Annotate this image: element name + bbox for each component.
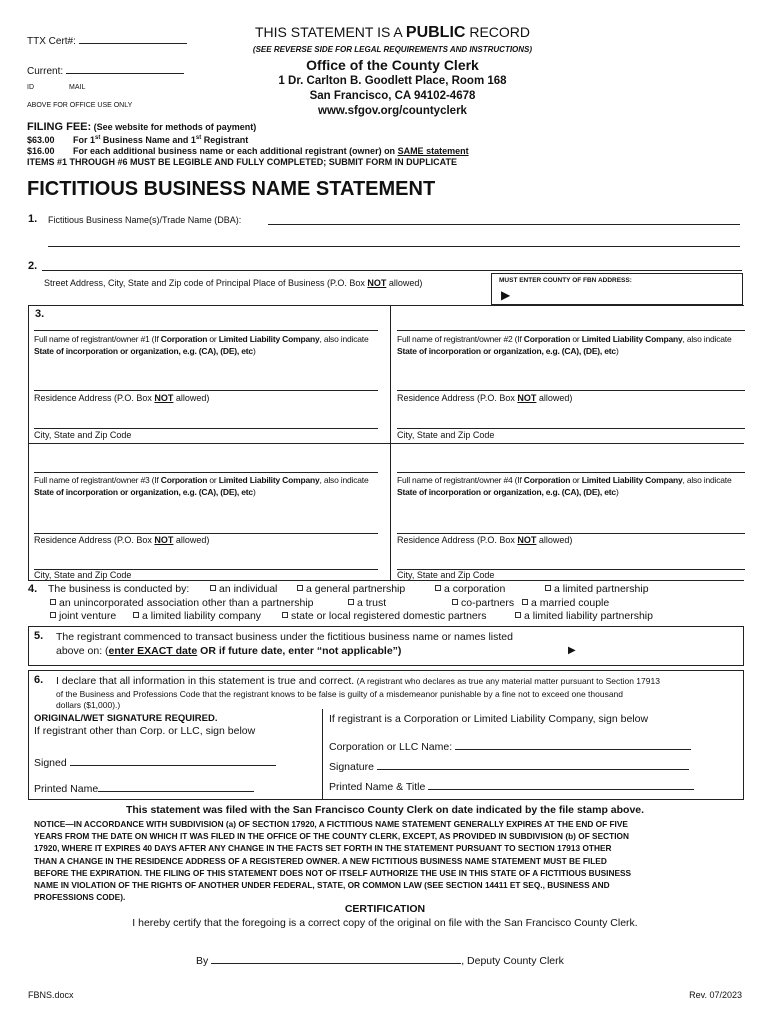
owner-4-label-or: or xyxy=(570,475,582,485)
owner-1-residence-pre: Residence Address (P.O. Box xyxy=(34,393,155,403)
owner-4-residence-pre: Residence Address (P.O. Box xyxy=(397,535,518,545)
current-label: Current: xyxy=(27,66,64,77)
corp-sign-note: If registrant is a Corporation or Limited Liability Company, sign below xyxy=(329,713,649,725)
owner-4-residence-label xyxy=(397,535,572,545)
item-5-line-2-bold: enter EXACT date xyxy=(108,645,198,657)
notice-line: BEFORE THE EXPIRATION. THE FILING OF THIS STATEMENT DOES NOT OF ITSELF AUTHORIZE THE USE IN THIS STATE OF A FICTITIOUS BUSINESS xyxy=(34,867,632,878)
owner-2-label-mid: , also indicate xyxy=(682,334,732,344)
mail-label: MAIL xyxy=(69,84,86,91)
owner-2-label-pre: Full name of registrant/owner #2 (If xyxy=(397,334,524,344)
notice-line: NOTICE—IN ACCORDANCE WITH SUBDIVISION (a) OF SECTION 17920, A FICTITIOUS NAME STATEMENT GENERALLY EXPIRES AT THE END OF FIVE xyxy=(34,819,628,829)
owner-4-label-pre: Full name of registrant/owner #4 (If xyxy=(397,475,524,485)
owner-1-label-state: State of incorporation or organization, e.g. (CA), (DE), etc xyxy=(34,345,253,356)
owner-2-residence-line[interactable] xyxy=(397,390,745,391)
item-6-number: 6. xyxy=(34,674,44,686)
option-individual[interactable] xyxy=(210,583,277,595)
option-joint-venture[interactable] xyxy=(50,610,116,622)
items-note: ITEMS #1 THROUGH #6 MUST BE LEGIBLE AND FULLY COMPLETED; SUBMIT FORM IN DUPLICATE xyxy=(27,157,458,167)
item-1-input-line-2[interactable] xyxy=(48,246,740,247)
fee-1-sup-1: st xyxy=(95,135,101,141)
fee-line-2 xyxy=(27,146,469,156)
option-corporation-checkbox[interactable] xyxy=(435,585,441,591)
item-4-label: The business is conducted by: xyxy=(48,583,190,595)
filing-fee-heading xyxy=(27,121,256,133)
owner-1-residence-post: allowed) xyxy=(173,393,210,403)
certification-title: CERTIFICATION xyxy=(344,903,426,915)
owner-1-residence-not: NOT xyxy=(154,393,174,403)
id-label: ID xyxy=(27,84,34,91)
option-individual-checkbox[interactable] xyxy=(210,585,216,591)
signed-label: Signed xyxy=(34,757,67,769)
option-domestic-partners[interactable] xyxy=(282,610,487,622)
corp-name-input[interactable] xyxy=(455,739,691,750)
public-record-heading xyxy=(200,24,585,42)
signed-input[interactable] xyxy=(70,755,276,766)
item-5-line-1: The registrant commenced to transact business under the fictitious business name or names listed xyxy=(56,631,513,643)
office-address-1: 1 Dr. Carlton B. Goodlett Place, Room 168 xyxy=(278,75,507,87)
ttx-cert-label: TTX Cert#: xyxy=(27,36,76,47)
item-5-number: 5. xyxy=(34,630,44,642)
owner-3-residence-label xyxy=(34,535,209,545)
option-joint-venture-label: joint venture xyxy=(59,610,117,622)
option-married-couple-checkbox[interactable] xyxy=(522,599,528,605)
option-co-partners-checkbox[interactable] xyxy=(452,599,458,605)
owner-1-label-or: or xyxy=(207,334,219,344)
ttx-cert-field xyxy=(27,34,187,47)
option-llc-label: a limited liability company xyxy=(142,610,262,622)
item-6-declaration-line-1 xyxy=(56,675,660,687)
owner-3-label-corp: Corporation xyxy=(160,475,208,485)
item-3-number: 3. xyxy=(35,308,45,320)
printed-name-label: Printed Name xyxy=(34,783,99,795)
fee-1-mid: Business Name and 1 xyxy=(100,135,196,145)
item-5-line-2-mid: OR if future date, enter “not applicable”) xyxy=(197,645,402,657)
form-title: FICTITIOUS BUSINESS NAME STATEMENT xyxy=(27,178,436,200)
owner-1-label-llc: Limited Liability Company xyxy=(218,334,320,344)
owner-4-label-llc: Limited Liability Company xyxy=(581,475,683,485)
notice-line: YEARS FROM THE DATE ON WHICH IT WAS FILED IN THE OFFICE OF THE COUNTY CLERK, EXCEPT, AS PROVIDED IN SUBDIVISION (b) OF SECTION xyxy=(34,831,629,842)
item-2-input-line[interactable] xyxy=(42,270,742,271)
option-limited-partnership[interactable] xyxy=(545,583,649,595)
item-2-label xyxy=(44,278,422,288)
owner-3-residence-line[interactable] xyxy=(34,533,378,534)
current-input[interactable] xyxy=(66,64,184,74)
option-corporation-label: a corporation xyxy=(444,583,506,595)
filing-fee-note: (See website for methods of payment) xyxy=(91,122,257,132)
option-trust[interactable] xyxy=(348,597,386,609)
deputy-signature-field xyxy=(196,953,564,967)
owner-2-city-label: City, State and Zip Code xyxy=(397,430,495,440)
office-name: Office of the County Clerk xyxy=(306,57,479,73)
option-unincorporated-checkbox[interactable] xyxy=(50,599,56,605)
public-record-pre: THIS STATEMENT IS A xyxy=(254,24,406,40)
option-llc[interactable] xyxy=(133,610,261,622)
owner-2-label xyxy=(397,334,742,357)
original-signature-note: ORIGINAL/WET SIGNATURE REQUIRED. xyxy=(34,713,218,724)
option-joint-venture-checkbox[interactable] xyxy=(50,612,56,618)
owner-3-label xyxy=(34,475,384,498)
owner-4-residence-line[interactable] xyxy=(397,533,745,534)
item-6-divider xyxy=(322,709,323,800)
reverse-side-note: (SEE REVERSE SIDE FOR LEGAL REQUIREMENTS AND INSTRUCTIONS) xyxy=(252,45,533,54)
owner-2-residence-pre: Residence Address (P.O. Box xyxy=(397,393,518,403)
item-5-line-2-pre: above on: ( xyxy=(56,645,109,657)
printed-title-label: Printed Name & Title xyxy=(329,781,426,793)
item-1-number: 1. xyxy=(28,213,38,225)
county-box[interactable] xyxy=(491,273,743,305)
item-2-label-not: NOT xyxy=(367,278,387,288)
owner-2-residence-label xyxy=(397,393,572,403)
owner-2-residence-not: NOT xyxy=(517,393,537,403)
fee-2-text: For each additional business name or each additional registrant (owner) on xyxy=(73,146,398,156)
ttx-cert-input[interactable] xyxy=(79,34,187,44)
printed-name-input[interactable] xyxy=(98,781,254,792)
item-5-arrow-icon: ▶ xyxy=(568,645,576,656)
option-general-partnership-label: a general partnership xyxy=(306,583,406,595)
notice-line: THAN A CHANGE IN THE RESIDENCE ADDRESS OF A REGISTERED OWNER. A NEW FICTITIOUS BUSINESS NAME STATEMENT MUST BE FILED xyxy=(34,855,607,866)
signature-label: Signature xyxy=(329,761,374,773)
owner-2-label-llc: Limited Liability Company xyxy=(581,334,683,344)
item-1-input-line-1[interactable] xyxy=(268,224,740,225)
owner-4-label-mid: , also indicate xyxy=(682,475,732,485)
item-6-declare-big: I declare that all information in this statement is true and correct. xyxy=(56,675,355,687)
item-2-label-post: allowed) xyxy=(386,278,423,288)
owner-3-name-line[interactable] xyxy=(34,472,378,473)
owner-4-name-line[interactable] xyxy=(397,472,745,473)
option-llp-checkbox[interactable] xyxy=(515,612,521,618)
item-6-declaration-line-2: of the Business and Professions Code that the registrant knows to be false is guilty of a misdemeanor punishable by a fine not to exceed one thousand xyxy=(56,689,624,699)
county-arrow-icon: ▶ xyxy=(501,288,511,302)
expiration-notice xyxy=(34,818,756,903)
deputy-signature-input[interactable] xyxy=(211,953,461,964)
option-corporation[interactable] xyxy=(435,583,505,595)
fee-1-pre: For 1 xyxy=(73,135,96,145)
county-label: MUST ENTER COUNTY OF FBN ADDRESS: xyxy=(499,277,632,284)
option-married-couple-label: a married couple xyxy=(531,597,610,609)
owner-3-residence-post: allowed) xyxy=(173,535,210,545)
item-6-declaration-line-3: dollars ($1,000).) xyxy=(56,700,121,710)
option-llp[interactable] xyxy=(515,610,653,622)
owner-3-residence-pre: Residence Address (P.O. Box xyxy=(34,535,155,545)
corp-name-field xyxy=(329,739,691,753)
option-married-couple[interactable] xyxy=(522,597,609,609)
owner-4-label-corp: Corporation xyxy=(523,475,571,485)
deputy-label: , Deputy County Clerk xyxy=(461,955,564,967)
owner-1-city-label: City, State and Zip Code xyxy=(34,430,132,440)
owner-3-label-state: State of incorporation or organization, e.g. (CA), (DE), etc xyxy=(34,486,253,497)
signature-input[interactable] xyxy=(377,759,689,770)
owner-3-label-llc: Limited Liability Company xyxy=(218,475,320,485)
office-use-label: ABOVE FOR OFFICE USE ONLY xyxy=(27,102,133,109)
notice-line: 17920, WHERE IT EXPIRES 40 DAYS AFTER ANY CHANGE IN THE FACTS SET FORTH IN THE STATEMENT PURSUANT TO SECTION 17913 OTHER xyxy=(34,843,612,854)
item-1-label: Fictitious Business Name(s)/Trade Name (DBA): xyxy=(48,215,242,225)
printed-name-field xyxy=(34,781,254,795)
option-co-partners-label: co-partners xyxy=(461,597,515,609)
public-word: PUBLIC xyxy=(405,24,466,41)
item-2-number: 2. xyxy=(28,260,38,272)
item-4-number: 4. xyxy=(28,583,38,595)
option-co-partners[interactable] xyxy=(452,597,514,609)
option-general-partnership-checkbox[interactable] xyxy=(297,585,303,591)
option-unincorporated[interactable] xyxy=(50,597,314,609)
office-address-2: San Francisco, CA 94102-4678 xyxy=(309,90,476,102)
notice-line: NAME IN VIOLATION OF THE RIGHTS OF ANOTHER UNDER FEDERAL, STATE, OR COMMON LAW (SEE SECTION 14411 ET SEQ., BUSINESS AND xyxy=(34,880,610,891)
fee-line-1 xyxy=(27,135,248,145)
fee-2-same: SAME statement xyxy=(397,146,469,156)
option-domestic-partners-checkbox[interactable] xyxy=(282,612,288,618)
public-record-post: RECORD xyxy=(465,24,531,40)
item-5-line-2 xyxy=(56,645,401,657)
registrant-grid-mid-line xyxy=(28,443,744,444)
owner-1-label-post: ) xyxy=(252,345,256,356)
owner-2-label-post: ) xyxy=(615,345,619,356)
printed-title-input[interactable] xyxy=(428,779,694,790)
owner-1-residence-line[interactable] xyxy=(34,390,378,391)
notice-line: PROFESSIONS CODE). xyxy=(34,892,126,903)
option-limited-partnership-label: a limited partnership xyxy=(554,583,649,595)
office-website[interactable]: www.sfgov.org/countyclerk xyxy=(318,105,467,117)
filing-fee-title: FILING FEE: xyxy=(27,121,92,133)
owner-3-label-or: or xyxy=(207,475,219,485)
item-2-label-pre: Street Address, City, State and Zip code of Principal Place of Business (P.O. Box xyxy=(44,278,368,288)
option-limited-partnership-checkbox[interactable] xyxy=(545,585,551,591)
option-llc-checkbox[interactable] xyxy=(133,612,139,618)
by-label: By xyxy=(196,955,209,967)
owner-4-city-label: City, State and Zip Code xyxy=(397,570,495,580)
option-general-partnership[interactable] xyxy=(297,583,405,595)
option-trust-label: a trust xyxy=(357,597,387,609)
fee-1-sup-2: st xyxy=(195,135,202,141)
owner-1-label xyxy=(34,334,384,357)
owner-1-name-line[interactable] xyxy=(34,330,378,331)
signature-field xyxy=(329,759,689,773)
owner-3-label-pre: Full name of registrant/owner #3 (If xyxy=(34,475,161,485)
option-trust-checkbox[interactable] xyxy=(348,599,354,605)
owner-3-label-post: ) xyxy=(252,486,256,497)
corp-name-label: Corporation or LLC Name: xyxy=(329,741,453,753)
owner-2-label-corp: Corporation xyxy=(523,334,571,344)
signed-field xyxy=(34,755,276,769)
item-6-declare-small-1: (A registrant who declares as true any material matter pursuant to Section 17913 xyxy=(354,676,660,686)
fee-2-amount: $16.00 xyxy=(27,146,55,156)
fee-1-post: Registrant xyxy=(201,135,249,145)
printed-title-field xyxy=(329,779,694,793)
owner-1-residence-label xyxy=(34,393,209,403)
filed-note: This statement was filed with the San Francisco County Clerk on date indicated by the file stamp above. xyxy=(125,804,645,816)
owner-1-label-pre: Full name of registrant/owner #1 (If xyxy=(34,334,161,344)
current-field xyxy=(27,64,184,77)
owner-2-city-line[interactable] xyxy=(397,428,745,429)
option-llp-label: a limited liability partnership xyxy=(524,610,653,622)
option-unincorporated-label: an unincorporated association other than a partnership xyxy=(59,597,314,609)
owner-3-residence-not: NOT xyxy=(154,535,174,545)
certification-text: I hereby certify that the foregoing is a correct copy of the original on file with the San Francisco County Clerk. xyxy=(132,917,638,929)
revision-date: Rev. 07/2023 xyxy=(689,990,742,1000)
owner-1-city-line[interactable] xyxy=(34,428,378,429)
owner-4-label xyxy=(397,475,742,498)
owner-4-label-post: ) xyxy=(615,486,619,497)
owner-2-name-line[interactable] xyxy=(397,330,745,331)
owner-4-residence-not: NOT xyxy=(517,535,537,545)
option-individual-label: an individual xyxy=(219,583,278,595)
owner-2-label-state: State of incorporation or organization, e.g. (CA), (DE), etc xyxy=(397,345,616,356)
owner-2-label-or: or xyxy=(570,334,582,344)
owner-3-city-label: City, State and Zip Code xyxy=(34,570,132,580)
registrant-grid-bottom xyxy=(28,580,744,581)
owner-4-label-state: State of incorporation or organization, e.g. (CA), (DE), etc xyxy=(397,486,616,497)
file-name: FBNS.docx xyxy=(28,990,74,1000)
fee-1-amount: $63.00 xyxy=(27,135,55,145)
owner-1-label-corp: Corporation xyxy=(160,334,208,344)
other-sign-note: If registrant other than Corp. or LLC, sign below xyxy=(34,725,256,737)
option-domestic-partners-label: state or local registered domestic partners xyxy=(291,610,487,622)
owner-4-residence-post: allowed) xyxy=(536,535,573,545)
owner-1-label-mid: , also indicate xyxy=(319,334,369,344)
owner-3-label-mid: , also indicate xyxy=(319,475,369,485)
owner-2-residence-post: allowed) xyxy=(536,393,573,403)
